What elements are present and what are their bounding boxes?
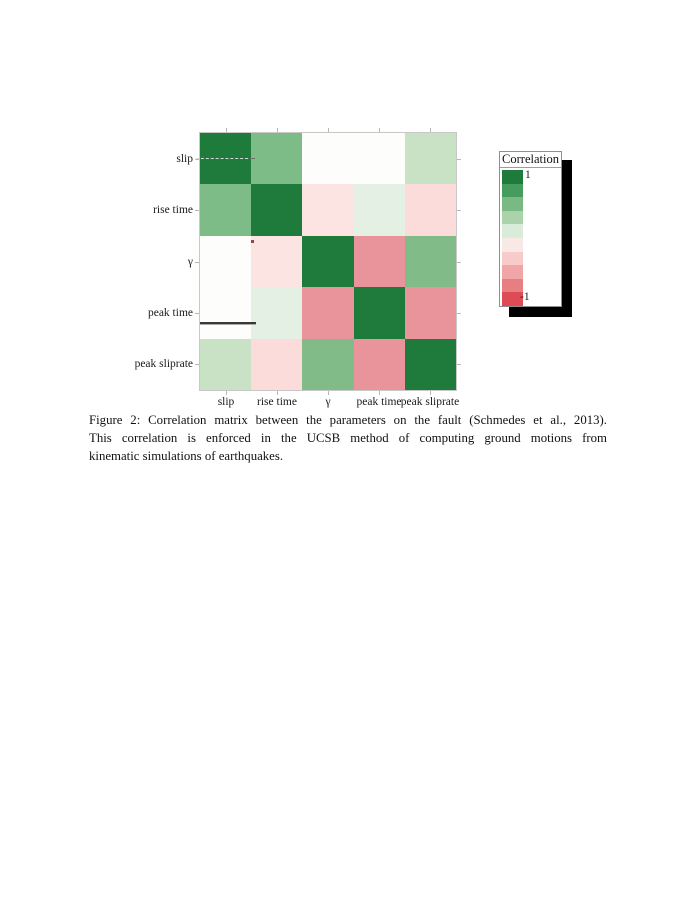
legend-title: Correlation (500, 152, 561, 168)
cell-r2-c2 (302, 236, 353, 287)
cell-r0-c3 (354, 133, 405, 184)
cell-r0-c4 (405, 133, 456, 184)
correlation-heatmap (199, 132, 457, 391)
right-tick (457, 159, 461, 160)
left-tick (195, 364, 199, 365)
dashed-line-end-artifact (250, 158, 255, 159)
cell-r3-c0 (200, 287, 251, 338)
x-axis-label-3: peak time (356, 396, 402, 408)
y-axis-label-4: peak sliprate (134, 358, 193, 370)
caption-line: This correlation is enforced in the UCSB method of computing ground motions from (89, 431, 607, 445)
y-axis-label-0: slip (176, 153, 193, 165)
figure-caption (89, 411, 607, 465)
top-tick (430, 128, 431, 132)
colorbar-step-4 (502, 224, 523, 238)
cell-r4-c3 (354, 339, 405, 390)
top-tick (328, 128, 329, 132)
colorbar-step-3 (502, 211, 523, 225)
y-axis-label-3: peak time (147, 307, 193, 319)
heatmap-cells (200, 133, 456, 390)
right-tick (457, 262, 461, 263)
x-axis-label-1: rise time (257, 396, 297, 408)
cell-r0-c2 (302, 133, 353, 184)
cell-r3-c3 (354, 287, 405, 338)
top-tick (277, 128, 278, 132)
cell-r4-c1 (251, 339, 302, 390)
top-tick (226, 128, 227, 132)
x-axis-label-2: γ (325, 396, 331, 408)
colorbar-step-2 (502, 197, 523, 211)
left-tick (195, 159, 199, 160)
cell-r3-c4 (405, 287, 456, 338)
cell-r1-c4 (405, 184, 456, 235)
cell-r2-c1 (251, 236, 302, 287)
colorbar-step-6 (502, 252, 523, 266)
dashed-line-artifact (196, 158, 253, 159)
colorbar (502, 170, 523, 306)
colorbar-step-5 (502, 238, 523, 252)
y-axis-label-2: γ (187, 256, 193, 268)
caption-line: kinematic simulations of earthquakes. (89, 449, 284, 463)
cell-r3-c2 (302, 287, 353, 338)
cell-r4-c4 (405, 339, 456, 390)
colorbar-legend (499, 151, 562, 307)
left-tick (195, 262, 199, 263)
cell-r2-c0 (200, 236, 251, 287)
cell-r1-c2 (302, 184, 353, 235)
colorbar-max-label: 1 (525, 169, 531, 181)
caption-line: Figure 2: Correlation matrix between the parameters on the fault (Schmedes et al., 2013). (89, 413, 607, 427)
colorbar-step-7 (502, 265, 523, 279)
x-axis-label-0: slip (217, 396, 235, 408)
top-tick (379, 128, 380, 132)
colorbar-step-0 (502, 170, 523, 184)
cell-r4-c2 (302, 339, 353, 390)
x-axis-label-4: peak sliprate (400, 396, 460, 408)
left-tick (195, 210, 199, 211)
right-tick (457, 313, 461, 314)
red-speck-artifact (251, 240, 254, 243)
colorbar-min-label: -1 (520, 291, 530, 303)
cell-r2-c3 (354, 236, 405, 287)
cell-r1-c0 (200, 184, 251, 235)
right-tick (457, 210, 461, 211)
cell-r2-c4 (405, 236, 456, 287)
cell-r1-c1 (251, 184, 302, 235)
cell-r3-c1 (251, 287, 302, 338)
left-tick (195, 313, 199, 314)
solid-line-artifact (200, 322, 256, 324)
right-tick (457, 364, 461, 365)
cell-r4-c0 (200, 339, 251, 390)
colorbar-step-1 (502, 184, 523, 198)
cell-r0-c1 (251, 133, 302, 184)
y-axis-label-1: rise time (153, 204, 193, 216)
cell-r1-c3 (354, 184, 405, 235)
